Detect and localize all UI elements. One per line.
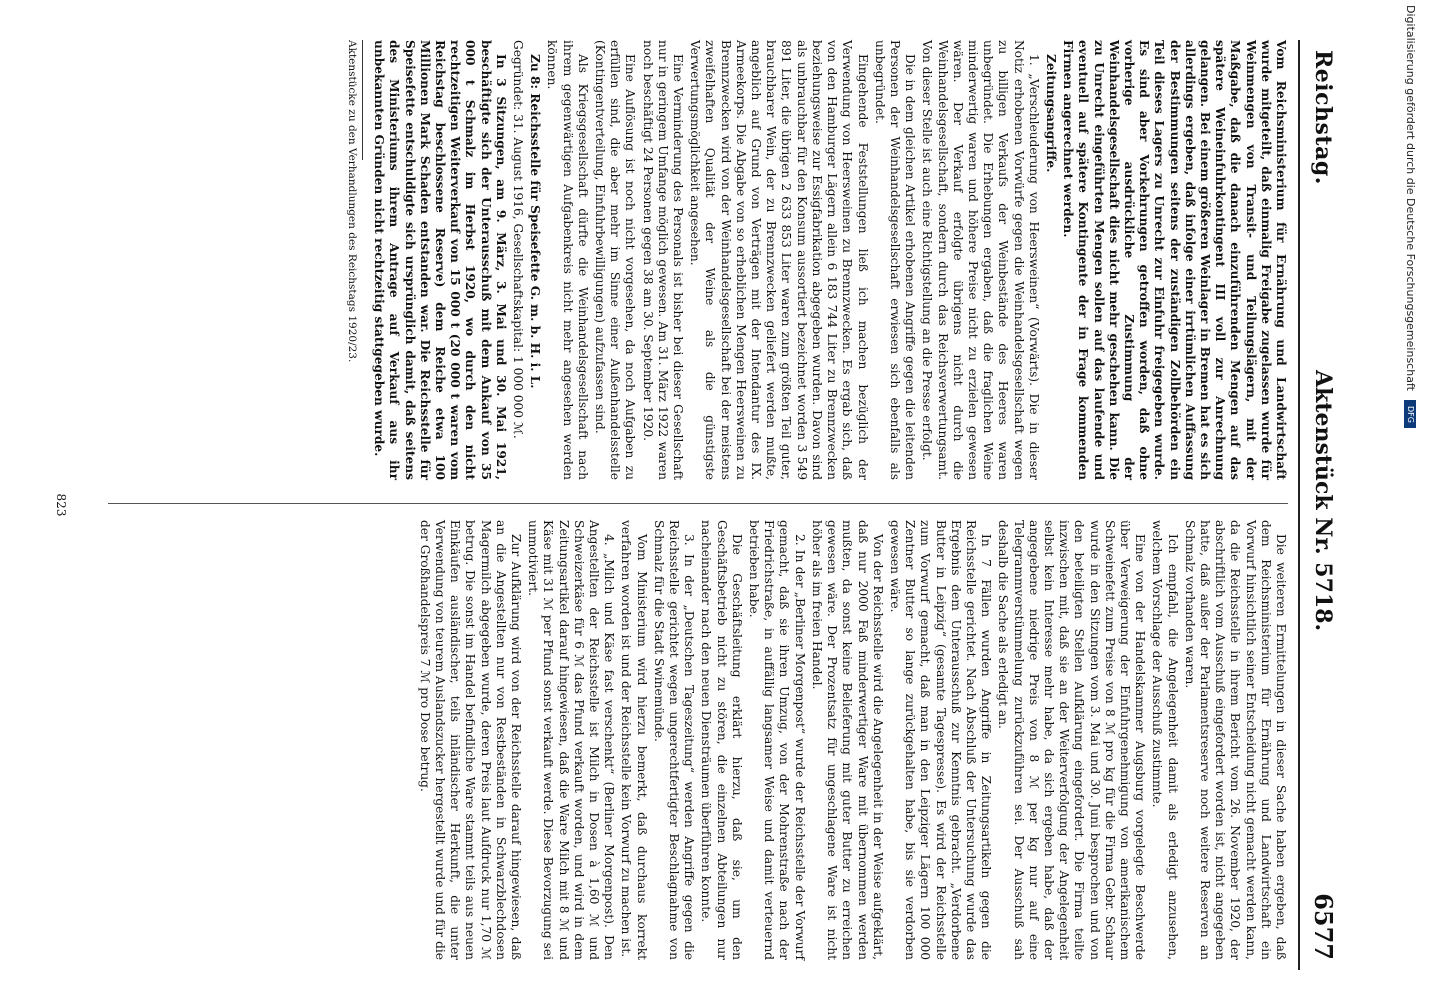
digitization-note-text: Digitalisierung gefördert durch die Deutsche Forschungsgemeinschaft bbox=[1404, 5, 1417, 391]
right-column bbox=[415, 520, 1288, 960]
dfg-logo: DFG bbox=[1404, 400, 1416, 428]
paragraph: Die in dem gleichen Artikel erhobenen Angriffe gegen die leitenden Personen der Weinhandelsgesellschaft erwiesen sich ebenfalls als unbegründet. bbox=[872, 40, 918, 480]
paragraph: Ich empfahl, die Angelegenheit damit als erledigt anzusehen, welchem Vorschlage der Ausschuß zustimmte. bbox=[1150, 520, 1180, 960]
paragraph: Eine Auflösung ist noch nicht vorgesehen, da noch Aufgaben zu erfüllen sind, die aber mehr im Sinne einer Außenhandelsstelle (Kontingentverteilung, Einfuhrbewilligungen) aufzufassen sind. bbox=[593, 40, 638, 480]
paragraph: Als Kriegsgesellschaft dürfte die Weinhandelsgesellschaft nach ihrem gegenwärtigen Aufgabenkreis nicht mehr angesehen werden können. bbox=[545, 40, 590, 480]
paragraph: Von der Reichsstelle wird die Angelegenheit in der Weise aufgeklärt, daß nur 2000 Faß minderwertiger Ware mit übernommen werden mußten, da sonst keine Belieferung mit guter Butter zu erreichen gewesen wäre. Der Prozentsatz für ungeschlagene Ware ist nicht höher als im freien Handel. bbox=[809, 520, 885, 961]
running-head bbox=[1300, 40, 1340, 970]
document-page bbox=[40, 40, 1340, 970]
digitization-note bbox=[1402, 5, 1418, 995]
paragraph: In 3 Sitzungen, am 9. März, 3. Mai und 30. Mai 1921, beschäftigte sich der Unterausschuß mit dem Ankauf von 35 000 t Schmalz im Herbst 1920, wo durch den nicht rechtzeitigen Weiterverkauf von 15 000 t (20 000 t waren vom Reichstag beschlossene Reserve) dem Reiche etwa 100 Millionen Mark Schaden entstanden war. Die Reichsstelle für Speisefette entschuldigte sich ursprünglich damit, daß seitens des Ministeriums ihrem Antrage auf Verkauf aus ihr unbekannten Gründen nicht rechtzeitig stattgegeben wurde. bbox=[372, 40, 508, 480]
paragraph: Gegründet: 31. August 1916, Gesellschaftskapital: 1 000 000 ℳ. bbox=[511, 40, 526, 439]
running-head-title: Aktenstück Nr. 5718. bbox=[1310, 370, 1336, 632]
header-rule bbox=[1298, 40, 1300, 970]
paragraph: Eingehende Feststellungen ließ ich machen bezüglich der Verwendung von Heersweinen zu Brennzwecken. Es ergab sich, daß von den Hamburger Lägern allein 6 183 744 Liter zu Brennzwecken beziehungsweise zur Essigfabrikation abgegeben wurden. Davon sind als unbrauchbar für den Konsum aussortiert bezeichnet worden 3 549 891 Liter, die übrigen 2 633 853 Liter waren zum größten Teil guter, brauchbarer Wein, der zu Brennzwecken geliefert werden mußte, angeblich auf Grund von Verträgen mit der Intendantur des IX. Armeekorps. Die Abgabe von so erheblichen Mengen Heersweinen zu Brennzwecken wird von der Weinhandelsgesellschaft bei der meistens zweifelhaften Qualität der Weine als die günstigste Verwertungsmöglichkeit angesehen. bbox=[688, 40, 870, 480]
column-divider bbox=[108, 503, 1288, 504]
paragraph: 3. In der „Deutschen Tageszeitung“ werden Angriffe gegen die Reichsstelle gerichtet wegen ungerechtfertigter Beschlagnahme von Schmalz für die Stadt Swinemünde. bbox=[651, 520, 697, 960]
paragraph: 1. „Verschleuderung von Heersweinen“ (Vorwärts). Die in dieser Notiz erhobenen Vorwürfe gegen die Weinhandelsgesellschaft wegen zu billigen Verkaufs der Weinbestände des Heeres waren unbegründet. Die Erhebungen ergaben, daß die fraglichen Weine minderwertig waren und höhere Preise nicht zu erzielen gewesen wären. Der Verkauf erfolgte übrigens nicht durch die Weinhandelsgesellschaft, sondern durch das Reichsverwertungsamt. Von dieser Stelle ist auch eine Richtigstellung an die Presse erfolgt. bbox=[920, 40, 1041, 480]
paragraph: In 7 Fällen wurden Angriffe in Zeitungsartikeln gegen die Reichsstelle gerichtet. Nach Abschluß der Untersuchung wurde das Ergebnis dem Unterausschuß zur Kenntnis gebracht. „Verdorbene Butter in Leipzig“ (gesamte Tagespresse). Es wird der Reichsstelle zum Vorwurf gemacht, daß man in den Leipziger Lägern 100 000 Zentner Butter so lange zurückgehalten habe, bis sie verdorben gewesen wäre. bbox=[887, 520, 994, 960]
paragraph: Eine Verminderung des Personals ist bisher bei dieser Gesellschaft nur in geringem Umfange möglich gewesen. Am 31. März 1922 waren noch beschäftigt 24 Personen gegen 38 am 30. September 1920. bbox=[640, 40, 686, 480]
section-heading: Zeitungsangriffe. bbox=[1043, 54, 1058, 173]
left-column bbox=[345, 40, 1288, 480]
paragraph: Eine von der Handelskammer Augsburg vorgelegte Beschwerde über Verweigerung der Einfuhrgenehmigung von amerikanischem Schweinefett zum Preise von 8 ℳ pro kg für die Firma Gebr. Schaur wurde in den Sitzungen vom 3. Mai und 30. Juni besprochen und von den beteiligten Stellen Aufklärung eingefordert. Die Firma teilte inzwischen mit, daß sie an der Weiterverfolgung der Angelegenheit selbst kein Interesse mehr habe, da sich ergeben habe, daß der angegebene niedrige Preis von 8 ℳ per kg nur auf eine Telegrammverstümmelung zurückzuführen sei. Der Ausschuß sah deshalb die Sache als erledigt an. bbox=[996, 520, 1148, 960]
section-heading: Zu 8: Reichsstelle für Speisefette G. m. b. H. i. L. bbox=[528, 54, 543, 389]
page-number: 6577 bbox=[1309, 893, 1338, 960]
footnote-rule bbox=[362, 40, 363, 160]
folio-number: 823 bbox=[54, 493, 68, 517]
paragraph: Die weiteren Ermittelungen in dieser Sache haben ergeben, daß dem Reichsministerium für Ernährung und Landwirtschaft ein Vorwurf hinsichtlich seiner Entscheidung nicht gemacht werden kann, da die Reichsstelle in ihrem Bericht vom 26. November 1920, der abschriftlich vom Ausschuß eingefordert worden ist, nicht angegeben hatte, daß außer der Parlamentsreserve noch weitere Reserven an Schmalz vorhanden waren. bbox=[1182, 520, 1288, 960]
running-head-left: Reichstag. bbox=[1310, 50, 1336, 185]
paragraph: Vom Ministerium wird hierzu bemerkt, daß durchaus korrekt verfahren worden ist und der Reichsstelle kein Vorwurf zu machen ist. bbox=[619, 520, 649, 960]
paragraph: 2. In der „Berliner Morgenpost“ wurde der Reichsstelle der Vorwurf gemacht, daß sie ihren Umzug, von der Mohrenstraße nach der Friedrichstraße, in auffällig langsamer Weise und damit verteuernd betrieben habe. bbox=[747, 520, 807, 960]
paragraph: Zur Aufklärung wird von der Reichsstelle darauf hingewiesen, daß an die Angestellten nur von Restbeständen in Schwarzblechdosen Magermilch abgegeben wurde, deren Preis laut Aufdruck nur 1,70 ℳ betrug. Die sonst im Handel befindliche Ware stammt teils aus neuen Einkäufen ausländischer, teils inländischer Herkunft, die unter Verwendung von teurem Auslandszucker hergestellt wurde und für die der Großhandelspreis 7 ℳ pro Dose betrug. bbox=[417, 520, 524, 960]
paragraph: Die Geschäftsleitung erklärt hierzu, daß sie, um den Geschäftsbetrieb nicht zu stören, die einzelnen Abteilungen nur nacheinander nach den neuen Diensträumen überführen konnte. bbox=[699, 520, 744, 960]
footnote: Aktenstücke zu den Verhandlungen des Reichstags 1920/23. bbox=[346, 40, 359, 363]
paragraph: 4. „Milch und Käse fast verschenkt“ (Berliner Morgenpost). Den Angestellten der Reichsstelle ist Milch in Dosen à 1,60 ℳ und Schweizerkäse für 6 ℳ das Pfund verkauft worden, und wird in dem Zeitungsartikel darauf hingewiesen, daß die Ware Milch mit 8 ℳ und Käse mit 31 ℳ per Pfund sonst verkauft werde. Diese Bevorzugung sei unmotiviert. bbox=[526, 520, 617, 960]
paragraph: Vom Reichsministerium für Ernährung und Landwirtschaft wurde mitgeteilt, daß einmalig Freigabe zugelassen wurde für Weinmengen von Transit- und Teilungslägern, mit der Maßgabe, daß die danach einzuführenden Mengen auf das spätere Weineinfuhrkontingent III voll zur Anrechnung gelangen. Bei einem größeren Weinlager in Bremen hat es sich allerdings ergeben, daß infolge einer irrtümlichen Auffassung der Bestimmungen seitens der zuständigen Zollbehörden ein Teil dieses Lagers zu Unrecht zur Einfuhr freigegeben wurde. Es sind aber Vorkehrungen getroffen worden, daß ohne vorherige ausdrückliche Zustimmung der Weinhandelsgesellschaft dies nicht mehr geschehen kann. Die zu Unrecht eingeführten Mengen sollen auf das laufende und eventuell auf spätere Kontingente der in Frage kommenden Firmen angerechnet werden. bbox=[1061, 40, 1288, 480]
